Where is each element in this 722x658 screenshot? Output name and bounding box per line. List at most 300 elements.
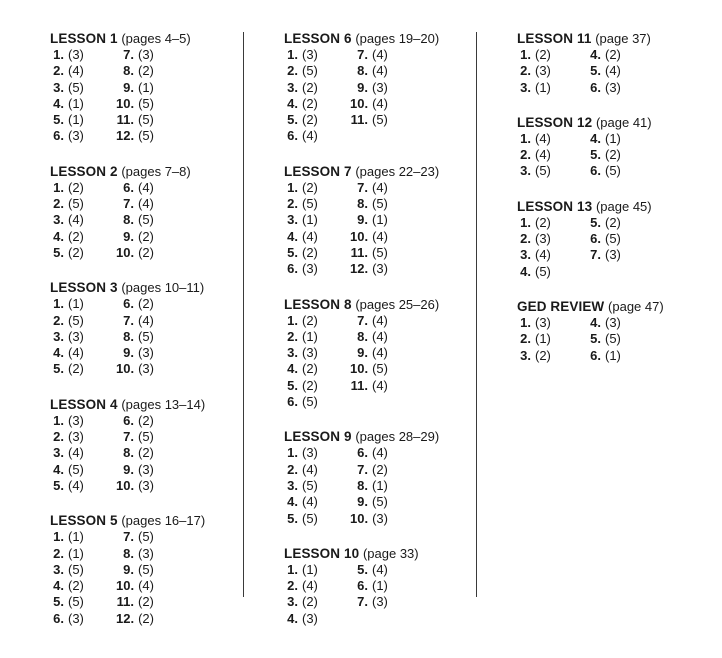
question-number: 7. [123,312,134,328]
answer-item [350,196,388,212]
answer-choice: (5) [138,429,154,445]
answer-item [50,128,116,144]
answer-choice: (1) [68,529,84,545]
answer-item [116,429,154,445]
answer-choice: (5) [372,361,388,377]
answer-item [50,562,116,578]
answer-item [116,611,154,627]
question-number: 1. [520,314,531,330]
answer-choice: (3) [138,345,154,361]
answer-item [284,245,350,261]
answer-choice: (4) [535,130,551,146]
answer-choice: (3) [372,261,388,277]
answer-item [583,163,621,179]
answer-item [284,63,350,79]
question-number: 8. [123,212,134,228]
answer-item [284,80,350,96]
column-divider-2 [476,32,477,597]
answer-choice: (3) [138,545,154,561]
answer-item [116,63,154,79]
question-number: 5. [53,594,64,610]
answer-subcolumn [116,296,154,377]
answer-choice: (2) [302,312,318,328]
answer-choice: (2) [302,361,318,377]
answer-item [517,163,583,179]
answer-choice: (3) [535,63,551,79]
lesson-heading [284,163,439,180]
answer-list [50,296,205,377]
answer-subcolumn [350,562,388,627]
question-number: 2. [520,63,531,79]
question-number: 10. [350,510,369,526]
answer-item [50,462,116,478]
answer-item [350,445,388,461]
answer-choice: (5) [372,112,388,128]
question-number: 4. [53,345,64,361]
answer-choice: (3) [302,610,318,626]
answer-choice: (3) [138,361,154,377]
question-number: 11. [116,112,134,128]
answer-list [517,47,664,96]
answer-choice: (1) [605,347,621,363]
question-number: 9. [123,345,134,361]
lesson-name: LESSON 10 [284,545,360,561]
answer-choice: (4) [138,312,154,328]
answer-subcolumn [116,47,154,145]
question-number: 2. [53,63,64,79]
answer-item [583,215,621,231]
question-number: 6. [287,394,298,410]
answer-list [50,47,205,145]
answer-choice: (5) [68,79,84,95]
answer-item [350,112,388,128]
question-number: 3. [287,345,298,361]
question-number: 5. [590,147,601,163]
answer-item [284,112,350,128]
question-number: 8. [357,63,368,79]
answer-item [50,229,116,245]
question-number: 5. [53,477,64,493]
answer-choice: (2) [138,63,154,79]
answer-choice: (4) [68,477,84,493]
question-number: 1. [520,214,531,230]
answer-item [116,546,154,562]
answer-choice: (3) [535,231,551,247]
lesson-name: LESSON 2 [50,163,118,179]
question-number: 6. [287,128,298,144]
answer-choice: (4) [535,147,551,163]
answer-item [583,315,621,331]
answer-choice: (3) [302,345,318,361]
answer-item [350,594,388,610]
answer-subcolumn [116,180,154,261]
answer-item [350,96,388,112]
answer-choice: (2) [138,610,154,626]
answer-item [583,348,621,364]
lesson-name: LESSON 12 [517,114,593,130]
answer-choice: (5) [68,312,84,328]
answer-choice: (3) [138,477,154,493]
question-number: 7. [357,594,368,610]
answer-item [50,80,116,96]
question-number: 7. [123,529,134,545]
answer-item [50,611,116,627]
answer-subcolumn [583,47,621,96]
answer-choice: (3) [68,328,84,344]
lesson-pages: (pages 7–8) [121,163,191,179]
answer-choice: (2) [68,228,84,244]
answer-choice: (5) [302,63,318,79]
answer-subcolumn [284,562,350,627]
answer-item [116,445,154,461]
answer-item [284,361,350,377]
question-number: 5. [287,510,298,526]
answer-item [350,511,388,527]
question-number: 4. [53,578,64,594]
question-number: 11. [350,244,368,260]
answer-item [583,80,621,96]
lesson-block [284,163,439,278]
question-number: 5. [590,331,601,347]
question-number: 6. [287,261,298,277]
answer-item [350,180,388,196]
question-number: 1. [287,179,298,195]
answer-choice: (3) [302,445,318,461]
answer-choice: (3) [372,594,388,610]
answer-choice: (4) [68,345,84,361]
answer-item [116,296,154,312]
question-number: 9. [123,461,134,477]
answer-item [50,413,116,429]
answer-choice: (4) [372,228,388,244]
answer-choice: (3) [302,47,318,62]
answer-choice: (1) [138,79,154,95]
lesson-block [50,396,205,494]
answer-column-2 [284,30,439,645]
question-number: 2. [520,331,531,347]
question-number: 2. [287,196,298,212]
answer-column-1 [50,30,205,645]
answer-list [284,313,439,411]
answer-choice: (5) [68,461,84,477]
answer-item [517,315,583,331]
lesson-pages: (pages 16–17) [121,513,206,529]
answer-item [583,63,621,79]
answer-item [284,128,350,144]
answer-item [50,329,116,345]
lesson-pages: (page 37) [595,31,651,46]
answer-choice: (1) [372,477,388,493]
answer-item [50,112,116,128]
answer-choice: (4) [138,179,154,195]
lesson-heading [50,512,205,529]
question-number: 6. [53,128,64,144]
question-number: 9. [357,345,368,361]
answer-choice: (2) [535,214,551,230]
answer-choice: (1) [68,112,84,128]
answer-choice: (4) [302,128,318,144]
lesson-name: LESSON 9 [284,429,352,445]
answer-item [350,378,388,394]
answer-item [517,231,583,247]
answer-choice: (5) [138,328,154,344]
answer-item [116,529,154,545]
answer-choice: (2) [302,179,318,195]
answer-choice: (3) [68,412,84,428]
answer-choice: (5) [605,231,621,247]
answer-choice: (4) [372,179,388,195]
answer-choice: (3) [605,314,621,330]
answer-choice: (3) [68,47,84,62]
answer-item [284,212,350,228]
question-number: 9. [123,79,134,95]
answer-choice: (2) [535,47,551,62]
lesson-heading [517,298,664,315]
answer-item [50,429,116,445]
answer-item [284,345,350,361]
answer-item [284,462,350,478]
answer-choice: (1) [535,79,551,95]
question-number: 4. [287,494,298,510]
answer-item [350,80,388,96]
answer-item [116,47,154,63]
answer-item [350,578,388,594]
answer-item [50,546,116,562]
lesson-heading [284,428,439,445]
question-number: 1. [287,445,298,461]
question-number: 3. [53,328,64,344]
lesson-heading [517,198,664,215]
answer-item [284,329,350,345]
lesson-pages: (pages 10–11) [121,280,205,296]
question-number: 5. [53,112,64,128]
answer-item [517,215,583,231]
lesson-heading [284,545,439,562]
answer-subcolumn [50,413,116,494]
answer-choice: (4) [372,63,388,79]
lesson-name: LESSON 11 [517,31,592,46]
answer-item [350,63,388,79]
answer-list [517,315,664,364]
answer-item [116,478,154,494]
answer-item [284,229,350,245]
answer-item [284,562,350,578]
answer-choice: (5) [302,477,318,493]
question-number: 1. [287,312,298,328]
answer-item [116,361,154,377]
answer-item [583,131,621,147]
answer-choice: (5) [535,163,551,179]
answer-item [583,231,621,247]
answer-item [116,128,154,144]
answer-choice: (1) [372,212,388,228]
question-number: 7. [357,179,368,195]
answer-item [116,180,154,196]
lesson-pages: (page 41) [595,114,652,130]
question-number: 10. [116,578,135,594]
question-number: 5. [287,244,298,260]
question-number: 9. [123,228,134,244]
answer-item [350,229,388,245]
answer-choice: (2) [605,147,621,163]
question-number: 7. [357,47,368,62]
answer-choice: (4) [302,494,318,510]
answer-item [50,361,116,377]
answer-choice: (3) [605,79,621,95]
answer-choice: (5) [372,494,388,510]
answer-subcolumn [284,47,350,145]
answer-choice: (1) [68,296,84,312]
answer-choice: (2) [605,47,621,62]
answer-item [517,331,583,347]
question-number: 3. [520,79,531,95]
answer-choice: (5) [68,561,84,577]
question-number: 1. [53,529,64,545]
answer-item [517,131,583,147]
question-number: 1. [53,412,64,428]
question-number: 6. [123,412,134,428]
answer-item [50,478,116,494]
question-number: 1. [53,47,64,62]
answer-choice: (1) [68,95,84,111]
lesson-name: LESSON 4 [50,396,118,412]
answer-choice: (2) [372,461,388,477]
answer-item [50,212,116,228]
answer-subcolumn [583,131,621,180]
question-number: 8. [123,63,134,79]
question-number: 4. [287,610,298,626]
answer-subcolumn [284,313,350,411]
question-number: 2. [53,196,64,212]
answer-item [517,63,583,79]
lesson-heading [50,30,205,47]
answer-choice: (3) [138,461,154,477]
answer-choice: (2) [302,95,318,111]
question-number: 6. [123,179,134,195]
answer-subcolumn [50,180,116,261]
answer-choice: (3) [68,429,84,445]
answer-subcolumn [50,47,116,145]
lesson-block [50,163,205,261]
question-number: 2. [287,578,298,594]
answer-choice: (4) [372,377,388,393]
question-number: 3. [53,212,64,228]
question-number: 7. [123,429,134,445]
lesson-heading [517,114,664,131]
question-number: 5. [590,63,601,79]
lesson-block [50,512,205,627]
answer-item [50,445,116,461]
answer-choice: (5) [138,212,154,228]
answer-choice: (4) [372,47,388,62]
answer-list [284,47,439,145]
answer-list [284,180,439,278]
answer-item [50,529,116,545]
answer-item [116,562,154,578]
question-number: 7. [123,196,134,212]
answer-choice: (2) [302,244,318,260]
answer-choice: (2) [302,79,318,95]
lesson-name: LESSON 6 [284,31,352,46]
answer-subcolumn [517,215,583,280]
answer-choice: (2) [138,412,154,428]
question-number: 11. [116,594,134,610]
answer-choice: (1) [68,545,84,561]
answer-subcolumn [350,47,388,145]
answer-choice: (3) [68,128,84,144]
answer-subcolumn [517,131,583,180]
answer-choice: (2) [302,377,318,393]
lesson-name: LESSON 5 [50,513,118,529]
answer-choice: (5) [605,163,621,179]
answer-choice: (5) [372,196,388,212]
question-number: 7. [123,47,134,62]
answer-choice: (5) [138,112,154,128]
answer-item [583,147,621,163]
answer-item [116,329,154,345]
answer-item [116,196,154,212]
answer-choice: (4) [302,578,318,594]
answer-choice: (4) [302,228,318,244]
question-number: 3. [53,79,64,95]
answer-item [50,196,116,212]
answer-item [284,394,350,410]
answer-item [350,361,388,377]
answer-subcolumn [350,313,388,411]
question-number: 3. [287,594,298,610]
question-number: 6. [590,163,601,179]
answer-choice: (4) [138,196,154,212]
answer-subcolumn [50,529,116,627]
question-number: 3. [287,79,298,95]
answer-choice: (5) [302,196,318,212]
answer-choice: (1) [605,130,621,146]
answer-item [116,112,154,128]
answer-choice: (1) [302,212,318,228]
lesson-block [517,114,664,180]
answer-item [350,329,388,345]
question-number: 10. [116,244,135,260]
answer-item [284,578,350,594]
answer-item [116,245,154,261]
answer-item [517,348,583,364]
lesson-pages: (page 45) [595,198,652,214]
question-number: 4. [520,263,531,279]
question-number: 4. [53,461,64,477]
question-number: 3. [520,347,531,363]
answer-item [116,313,154,329]
answer-choice: (1) [372,578,388,594]
answer-item [284,445,350,461]
answer-choice: (4) [372,95,388,111]
lesson-pages: (pages 22–23) [355,163,440,179]
answer-item [50,180,116,196]
answer-item [583,47,621,63]
answer-item [116,578,154,594]
answer-choice: (5) [138,561,154,577]
answer-choice: (4) [372,561,388,577]
answer-item [284,313,350,329]
lesson-block [284,428,439,526]
lesson-name: LESSON 7 [284,163,352,179]
question-number: 1. [287,47,298,62]
answer-subcolumn [50,296,116,377]
answer-choice: (2) [138,296,154,312]
answer-choice: (3) [68,610,84,626]
question-number: 1. [53,179,64,195]
answer-item [50,63,116,79]
question-number: 4. [53,228,64,244]
